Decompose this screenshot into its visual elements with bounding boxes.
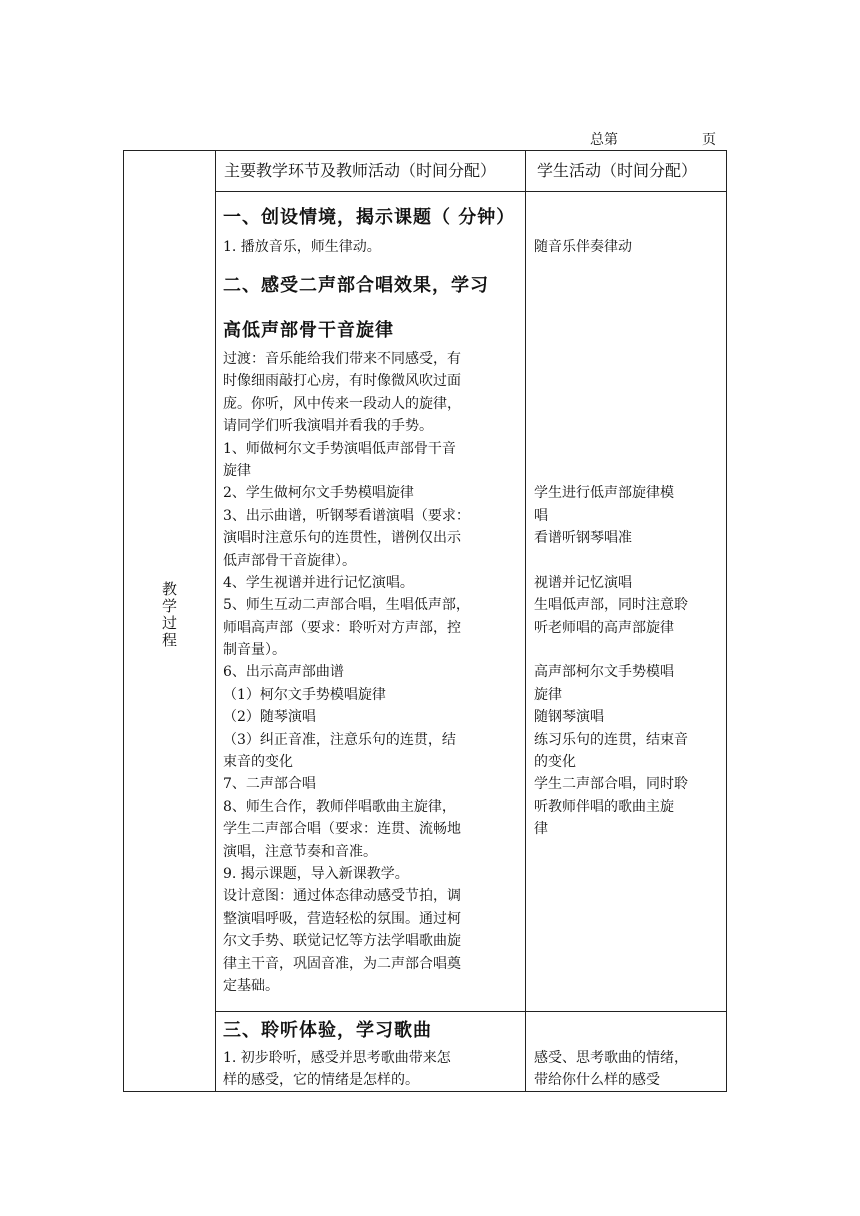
section3-student [534, 1047, 722, 1092]
page-total-label: 总第 [590, 132, 618, 148]
text-line: 尔文手势、联觉记忆等方法学唱歌曲旋 [223, 933, 461, 950]
text-line: 4、学生视谱并进行记忆演唱。 [223, 574, 414, 591]
text-line [534, 639, 722, 661]
text-line: 生唱低声部，同时注意聆 [534, 597, 688, 614]
text-line: 学生二声部合唱，同时聆 [534, 776, 688, 793]
text-line: 的变化 [534, 754, 576, 771]
text-line: 听教师伴唱的歌曲主旋 [534, 798, 674, 815]
text-line [534, 393, 722, 415]
text-line: 律 [534, 821, 548, 838]
text-line: 过渡：音乐能给我们带来不同感受，有 [223, 351, 461, 367]
header-row-divider [215, 191, 726, 192]
text-line: 1、师做柯尔文手势演唱低声部骨干音 [223, 440, 456, 457]
text-line: 高声部柯尔文手势模唱 [534, 664, 674, 681]
text-line: 制音量）。 [223, 642, 286, 659]
text-line: 唱 [534, 507, 548, 524]
text-line: 带给你什么样的感受 [534, 1072, 660, 1089]
text-line: 1. 初步聆听，感受并思考歌曲带来怎 [223, 1050, 451, 1066]
text-line: 演唱时注意乐句的连贯性，谱例仅出示 [223, 530, 461, 547]
side-label-char: 程 [161, 631, 177, 649]
section3-item [223, 1047, 527, 1092]
text-line: （2）随琴演唱 [223, 709, 316, 726]
text-line: （1）柯尔文手势模唱旋律 [223, 686, 386, 703]
text-line: 师唱高声部（要求：聆听对方声部，控 [223, 619, 461, 636]
text-line: 6、出示高声部曲谱 [223, 664, 344, 681]
text-line: 庞。你听，风中传来一段动人的旋律， [223, 395, 461, 412]
text-line: 9. 揭示课题，导入新课教学。 [223, 865, 409, 882]
text-line [534, 438, 722, 460]
text-line [534, 370, 722, 392]
text-line: 设计意图：通过体态律动感受节拍，调 [223, 888, 461, 905]
text-line: 感受、思考歌曲的情绪， [534, 1050, 688, 1066]
text-line: 律主干音，巩固音准，为二声部合唱奠 [223, 955, 461, 972]
section2-student [534, 348, 722, 841]
text-line: 学生二声部合唱（要求：连贯、流畅地 [223, 821, 461, 838]
section2-body [223, 348, 527, 997]
text-line: 旋律 [223, 462, 251, 479]
section3-title: 三、聆听体验，学习歌曲 [223, 1020, 432, 1041]
lesson-plan-table [123, 150, 727, 1092]
text-line: 2、学生做柯尔文手势模唱旋律 [223, 485, 414, 502]
header-teacher-activity: 主要教学环节及教师活动（时间分配） [224, 161, 497, 180]
side-label-char: 过 [161, 614, 177, 632]
side-label-teaching-process [124, 581, 215, 649]
text-line: 7、二声部合唱 [223, 776, 316, 793]
column-divider-1 [215, 151, 216, 1091]
section3-title-divider-top [215, 1011, 726, 1012]
text-line: 5、师生互动二声部合唱，生唱低声部， [223, 597, 470, 614]
section2-title-line2: 高低声部骨干音旋律 [223, 320, 394, 341]
text-line: 练习乐句的连贯，结束音 [534, 731, 688, 748]
text-line [534, 348, 722, 370]
header-student-activity: 学生活动（时间分配） [537, 161, 698, 180]
text-line: 旋律 [534, 686, 562, 703]
text-line: 随钢琴演唱 [534, 709, 604, 726]
section1-title: 一、创设情境，揭示课题（ 分钟） [223, 207, 516, 228]
section1-item: 1. 播放音乐，师生律动。 [223, 239, 381, 255]
text-line: 8、师生合作，教师伴唱歌曲主旋律， [223, 798, 456, 815]
section1-student: 随音乐伴奏律动 [534, 239, 632, 255]
text-line: 3、出示曲谱，听钢琴看谱演唱（要求： [223, 507, 470, 524]
text-line: 视谱并记忆演唱 [534, 574, 632, 591]
text-line: 定基础。 [223, 977, 279, 994]
text-line: 看谱听钢琴唱准 [534, 530, 632, 547]
text-line: 束音的变化 [223, 754, 293, 771]
text-line [534, 460, 722, 482]
text-line [534, 550, 722, 572]
text-line: 样的感受，它的情绪是怎样的。 [223, 1072, 419, 1089]
text-line: 低声部骨干音旋律）。 [223, 552, 356, 569]
text-line: （3）纠正音准，注意乐句的连贯，结 [223, 731, 456, 748]
text-line: 演唱，注意节奏和音准。 [223, 843, 377, 860]
text-line [534, 415, 722, 437]
text-line: 学生进行低声部旋律模 [534, 485, 674, 502]
text-line: 整演唱呼吸，营造轻松的氛围。通过柯 [223, 910, 461, 927]
section2-title-line1: 二、感受二声部合唱效果，学习 [223, 275, 489, 296]
page-number-header [590, 129, 720, 149]
side-label-char: 学 [161, 597, 177, 615]
page-unit-label: 页 [702, 132, 716, 148]
text-line: 听老师唱的高声部旋律 [534, 619, 674, 636]
text-line: 时像细雨敲打心房，有时像微风吹过面 [223, 373, 461, 390]
text-line: 请同学们听我演唱并看我的手势。 [223, 418, 433, 435]
side-label-char: 教 [161, 580, 177, 598]
